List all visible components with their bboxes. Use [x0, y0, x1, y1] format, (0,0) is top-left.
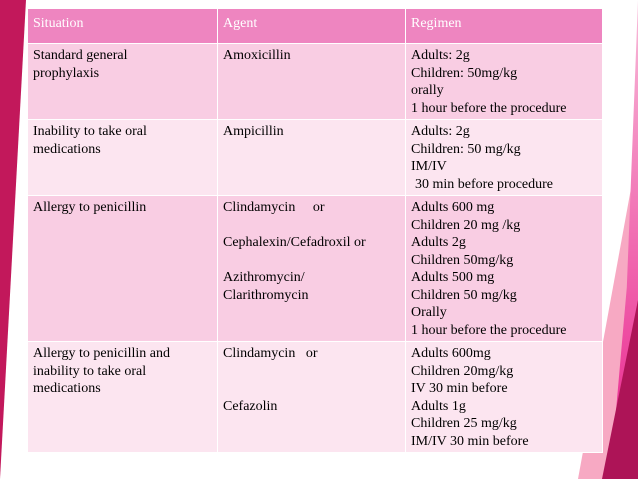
- situation-cell: [28, 196, 218, 342]
- situation-text: medications: [33, 141, 101, 157]
- regimen-text: Children 20 mg /kg: [411, 217, 521, 233]
- regimen-text: Children 25 mg/kg: [411, 416, 517, 431]
- agent-text: Amoxicillin: [223, 48, 291, 63]
- situation-cell: [28, 342, 218, 453]
- regimen-cell: [406, 120, 603, 196]
- regimen-text: Children 50 mg/kg: [411, 287, 517, 303]
- table-row: [28, 120, 603, 196]
- regimen-text: 1 hour before the procedure: [411, 100, 567, 116]
- situation-text: medications: [33, 381, 101, 396]
- regimen-cell: [406, 44, 603, 120]
- situation-text: Allergy to penicillin: [33, 200, 147, 215]
- spacer: [223, 363, 400, 381]
- header-situation: Situation: [28, 9, 218, 44]
- regimen-text: Adults 2g: [411, 235, 466, 250]
- regimen-text: Children: 50mg/kg: [411, 65, 518, 81]
- prophylaxis-table: [27, 8, 603, 453]
- regimen-text: Adults 600mg: [411, 346, 491, 361]
- agent-cell: [218, 120, 406, 196]
- agent-text: Cephalexin/Cefadroxil or: [223, 235, 366, 250]
- situation-cell: [28, 120, 218, 196]
- spacer: [223, 380, 400, 398]
- regimen-text: orally: [411, 83, 444, 98]
- left-decorative-edge: [0, 0, 26, 479]
- situation-text: Standard general: [33, 48, 128, 63]
- table-header-row: [28, 9, 603, 44]
- regimen-cell: [406, 342, 603, 453]
- situation-text: Inability to take oral: [33, 124, 147, 139]
- spacer: [223, 217, 400, 235]
- table-row: [28, 44, 603, 120]
- agent-text: Clarithromycin: [223, 287, 309, 303]
- regimen-text: Adults 1g: [411, 398, 466, 414]
- header-regimen: Regimen: [406, 9, 603, 44]
- regimen-text: Adults: 2g: [411, 48, 470, 63]
- agent-text: Clindamycin or: [223, 346, 318, 361]
- regimen-cell: [406, 196, 603, 342]
- agent-text: Clindamycin or: [223, 200, 325, 215]
- agent-cell: [218, 342, 406, 453]
- situation-cell: [28, 44, 218, 120]
- regimen-text: Orally: [411, 305, 447, 320]
- agent-text: Ampicillin: [223, 124, 284, 139]
- situation-text: prophylaxis: [33, 65, 100, 81]
- regimen-text: IM/IV: [411, 159, 447, 174]
- agent-text: Azithromycin/: [223, 270, 305, 285]
- regimen-text: Adults: 2g: [411, 124, 470, 139]
- regimen-text: Children: 50 mg/kg: [411, 141, 521, 157]
- table-row: [28, 342, 603, 453]
- regimen-text: 30 min before procedure: [415, 176, 553, 192]
- header-agent: Agent: [218, 9, 406, 44]
- agent-cell: [218, 196, 406, 342]
- agent-cell: [218, 44, 406, 120]
- regimen-text: IV 30 min before: [411, 381, 508, 396]
- situation-text: inability to take oral: [33, 363, 147, 379]
- regimen-text: 1 hour before the procedure: [411, 322, 567, 338]
- regimen-text: Adults 500 mg: [411, 270, 495, 285]
- agent-text: Cefazolin: [223, 398, 278, 414]
- regimen-text: Adults 600 mg: [411, 200, 495, 215]
- situation-text: Allergy to penicillin and: [33, 346, 170, 361]
- table-row: [28, 196, 603, 342]
- spacer: [223, 252, 400, 270]
- regimen-text: IM/IV 30 min before: [411, 433, 529, 449]
- regimen-text: Children 20mg/kg: [411, 363, 514, 379]
- regimen-text: Children 50mg/kg: [411, 252, 514, 268]
